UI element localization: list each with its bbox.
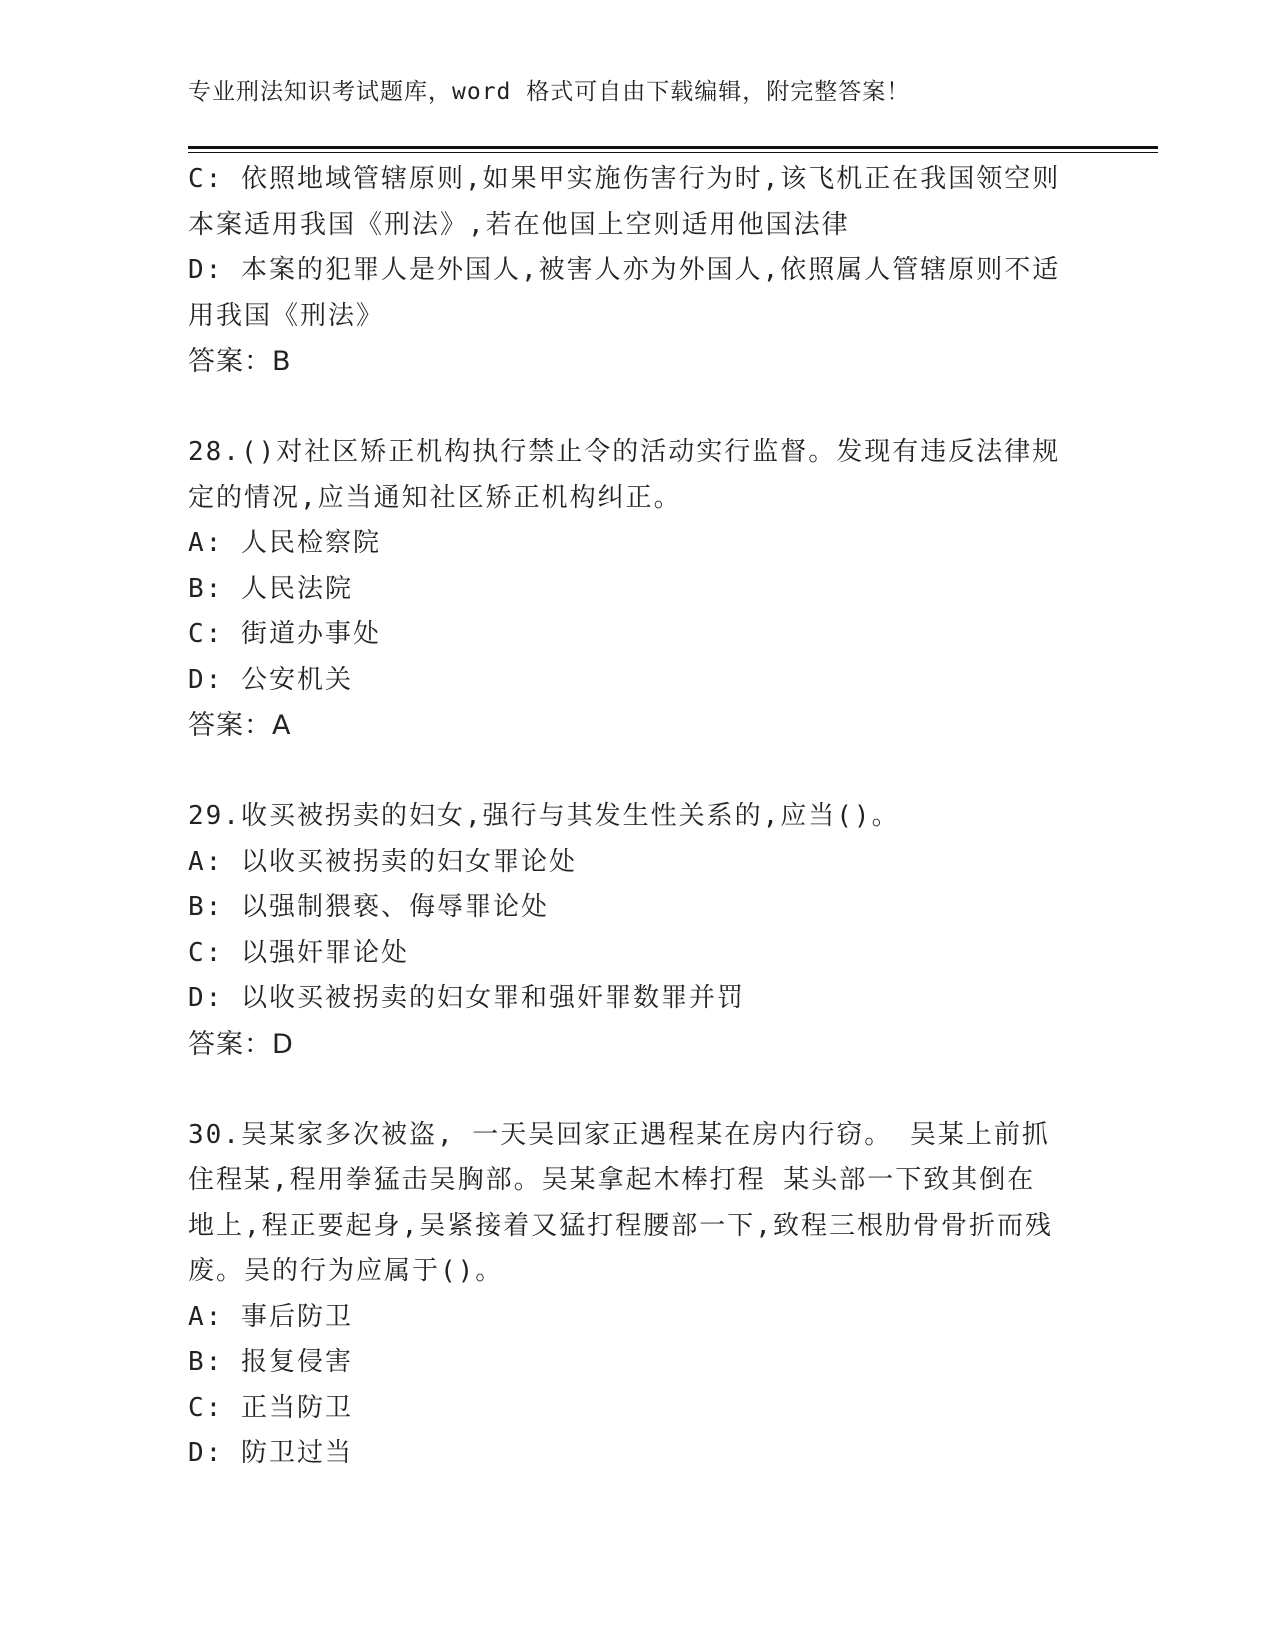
question-stem-cont: 住程某,程用拳猛击吴胸部。吴某拿起木棒打程 某头部一下致其倒在 [188,1165,1036,1195]
question-stem: 28.()对社区矫正机构执行禁止令的活动实行监督。发现有违反法律规 [188,437,1061,467]
option-b: B: 以强制猥亵、侮辱罪论处 [188,892,549,922]
question-29 [188,794,1088,1067]
option-c: C: 正当防卫 [188,1392,353,1423]
option-d: D: 公安机关 [188,664,353,695]
answer-line: 答案：D [188,1028,294,1060]
option-d: D: 防卫过当 [188,1438,353,1468]
spacer [188,1067,1088,1113]
option-c-line: C: 依照地域管辖原则,如果甲实施伤害行为时,该飞机正在我国领空则 [188,164,1061,194]
option-c-line-cont: 本案适用我国《刑法》,若在他国上空则适用他国法律 [188,209,850,240]
header-rule-thick [188,146,1158,149]
document-body [188,157,1088,1477]
question-stem-cont: 定的情况,应当通知社区矫正机构纠正。 [188,482,682,513]
option-d: D: 以收买被拐卖的妇女罪和强奸罪数罪并罚 [188,983,745,1013]
header-rule-thin [188,152,1158,153]
question-stem-cont: 废。吴的行为应属于()。 [188,1256,504,1286]
answer-line: 答案：A [188,710,292,741]
question-27-continued [188,157,1088,385]
spacer [188,749,1088,795]
option-c: C: 以强奸罪论处 [188,937,409,968]
question-28 [188,430,1088,749]
answer-line: 答案：B [188,346,292,377]
option-b: B: 人民法院 [188,573,353,604]
question-stem: 29.收买被拐卖的妇女,强行与其发生性关系的,应当()。 [188,801,900,831]
page-header: 专业刑法知识考试题库，word 格式可自由下载编辑，附完整答案！ [188,79,911,105]
question-stem-cont: 地上,程正要起身,吴紧接着又猛打程腰部一下,致程三根肋骨骨折而残 [188,1210,1053,1241]
spacer [188,385,1088,431]
option-a: A: 人民检察院 [188,528,381,558]
question-30 [188,1113,1088,1477]
option-c: C: 街道办事处 [188,619,381,649]
option-a: A: 事后防卫 [188,1301,353,1332]
question-stem: 30.吴某家多次被盗, 一天吴回家正遇程某在房内行窃。 吴某上前抓 [188,1119,1050,1150]
option-a: A: 以收买被拐卖的妇女罪论处 [188,846,577,877]
option-b: B: 报复侵害 [188,1347,353,1377]
option-d-line-cont: 用我国《刑法》 [188,300,385,331]
option-d-line: D: 本案的犯罪人是外国人,被害人亦为外国人,依照属人管辖原则不适 [188,255,1061,285]
